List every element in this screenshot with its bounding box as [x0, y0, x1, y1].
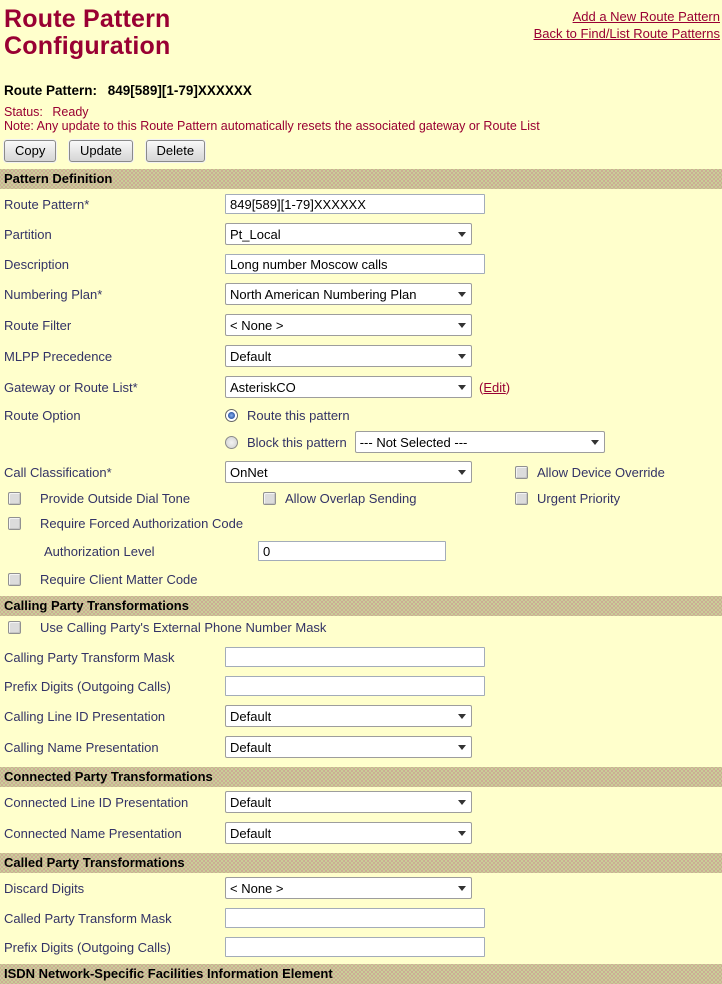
edit-paren-close: ) — [505, 379, 511, 395]
called-prefix-digits-label: Prefix Digits (Outgoing Calls) — [4, 939, 171, 955]
route-option-label: Route Option — [4, 407, 81, 423]
block-this-pattern-label: Block this pattern — [247, 434, 347, 450]
authorization-level-label: Authorization Level — [44, 543, 155, 559]
route-pattern-summary-label: Route Pattern: — [4, 83, 98, 98]
route-pattern-summary-value: 849[589][1-79]XXXXXX — [107, 83, 252, 98]
gateway-edit-wrap — [479, 380, 510, 395]
route-pattern-label: Route Pattern* — [4, 196, 90, 212]
back-to-find-list-link[interactable]: Back to Find/List Route Patterns — [533, 26, 720, 41]
section-called-party-transformations: Called Party Transformations — [0, 853, 722, 873]
dropdown-arrow-icon — [458, 745, 466, 750]
discard-digits-select[interactable] — [225, 877, 472, 899]
allow-device-override-label: Allow Device Override — [537, 464, 665, 480]
connected-name-presentation-value: Default — [230, 825, 272, 841]
connected-line-id-presentation-label: Connected Line ID Presentation — [4, 794, 189, 810]
dropdown-arrow-icon — [458, 800, 466, 805]
mlpp-precedence-select-value: Default — [230, 348, 272, 364]
route-this-pattern-radio[interactable] — [225, 409, 238, 422]
dropdown-arrow-icon — [458, 831, 466, 836]
call-classification-select[interactable] — [225, 461, 472, 483]
allow-device-override-checkbox[interactable] — [515, 466, 528, 479]
status-label: Status: — [4, 105, 43, 119]
row-calling-line-id-presentation — [4, 705, 722, 727]
pattern-definition-rows — [0, 189, 722, 587]
row-mlpp-precedence — [4, 345, 722, 367]
page-header — [0, 6, 722, 60]
block-this-pattern-radio[interactable] — [225, 436, 238, 449]
numbering-plan-select-value: North American Numbering Plan — [230, 286, 417, 302]
row-called-prefix-digits — [4, 937, 722, 957]
dropdown-arrow-icon — [458, 292, 466, 297]
calling-prefix-digits-input[interactable] — [225, 676, 485, 696]
discard-digits-label: Discard Digits — [4, 880, 85, 896]
use-external-phone-number-mask-checkbox[interactable] — [8, 621, 21, 634]
route-this-pattern-label: Route this pattern — [247, 407, 350, 423]
row-checkbox-grid — [4, 491, 722, 506]
row-calling-prefix-digits — [4, 676, 722, 696]
row-use-external-mask — [4, 620, 722, 635]
dropdown-arrow-icon — [458, 714, 466, 719]
block-reason-select-value: --- Not Selected --- — [359, 434, 468, 450]
copy-button[interactable]: Copy — [4, 140, 56, 162]
row-connected-name-presentation — [4, 822, 722, 844]
called-party-rows — [0, 873, 722, 957]
authorization-level-input[interactable] — [258, 541, 446, 561]
row-description — [4, 254, 722, 274]
dropdown-arrow-icon — [458, 385, 466, 390]
allow-overlap-sending-label: Allow Overlap Sending — [285, 491, 417, 506]
header-nav-links — [534, 6, 720, 60]
provide-outside-dial-tone-label: Provide Outside Dial Tone — [40, 491, 191, 506]
discard-digits-select-value: < None > — [230, 880, 284, 896]
connected-name-presentation-select[interactable] — [225, 822, 472, 844]
partition-select[interactable] — [225, 223, 472, 245]
row-route-filter — [4, 314, 722, 336]
calling-prefix-digits-label: Prefix Digits (Outgoing Calls) — [4, 678, 171, 694]
row-route-pattern — [4, 194, 722, 214]
numbering-plan-select[interactable] — [225, 283, 472, 305]
row-partition — [4, 223, 722, 245]
description-label: Description — [4, 256, 70, 272]
description-input[interactable] — [225, 254, 485, 274]
section-pattern-definition: Pattern Definition — [0, 169, 722, 189]
row-route-option-route — [4, 407, 722, 423]
edit-paren-open: ( — [479, 379, 484, 395]
row-calling-party-transform-mask — [4, 647, 722, 667]
provide-outside-dial-tone-checkbox[interactable] — [8, 492, 21, 505]
gateway-route-list-select-value: AsteriskCO — [230, 379, 296, 395]
calling-party-transform-mask-input[interactable] — [225, 647, 485, 667]
numbering-plan-label: Numbering Plan* — [4, 286, 103, 302]
dropdown-arrow-icon — [458, 354, 466, 359]
route-filter-select[interactable] — [225, 314, 472, 336]
toolbar — [4, 140, 722, 162]
calling-line-id-presentation-label: Calling Line ID Presentation — [4, 708, 166, 724]
allow-overlap-sending-checkbox[interactable] — [263, 492, 276, 505]
gateway-route-list-label: Gateway or Route List* — [4, 379, 138, 395]
call-classification-select-value: OnNet — [230, 464, 268, 480]
dropdown-arrow-icon — [458, 886, 466, 891]
dropdown-arrow-icon — [458, 323, 466, 328]
dropdown-arrow-icon — [458, 470, 466, 475]
route-pattern-input[interactable] — [225, 194, 485, 214]
mlpp-precedence-select[interactable] — [225, 345, 472, 367]
row-route-option-block — [4, 431, 722, 453]
section-connected-party-transformations: Connected Party Transformations — [0, 767, 722, 787]
section-calling-party-transformations: Calling Party Transformations — [0, 596, 722, 616]
section-isdn-network-specific: ISDN Network-Specific Facilities Information Element — [0, 964, 722, 984]
calling-name-presentation-value: Default — [230, 739, 272, 755]
called-party-transform-mask-input[interactable] — [225, 908, 485, 928]
calling-line-id-presentation-value: Default — [230, 708, 272, 724]
gateway-edit-link[interactable]: Edit — [483, 379, 506, 395]
row-called-party-transform-mask — [4, 908, 722, 928]
note-line: Note: Any update to this Route Pattern automatically resets the associated gateway or Route List — [4, 119, 540, 133]
row-require-cmc — [4, 572, 722, 587]
row-call-classification — [4, 461, 722, 483]
calling-name-presentation-label: Calling Name Presentation — [4, 739, 159, 755]
row-discard-digits — [4, 877, 722, 899]
use-external-phone-number-mask-label: Use Calling Party's External Phone Number Mask — [40, 620, 327, 635]
require-forced-auth-code-checkbox[interactable] — [8, 517, 21, 530]
connected-line-id-presentation-select[interactable] — [225, 791, 472, 813]
called-prefix-digits-input[interactable] — [225, 937, 485, 957]
urgent-priority-label: Urgent Priority — [537, 491, 621, 506]
gateway-route-list-select[interactable] — [225, 376, 472, 398]
row-numbering-plan — [4, 283, 722, 305]
route-pattern-summary — [4, 83, 722, 98]
update-button[interactable]: Update — [69, 140, 133, 162]
row-gateway-route-list — [4, 376, 722, 398]
require-client-matter-code-label: Require Client Matter Code — [40, 572, 198, 587]
mlpp-precedence-label: MLPP Precedence — [4, 348, 113, 364]
require-client-matter-code-checkbox[interactable] — [8, 573, 21, 586]
block-reason-select[interactable] — [355, 431, 605, 453]
dropdown-arrow-icon — [458, 232, 466, 237]
row-require-fac — [4, 516, 722, 531]
delete-button[interactable]: Delete — [146, 140, 206, 162]
called-party-transform-mask-label: Called Party Transform Mask — [4, 910, 172, 926]
calling-party-rows — [0, 616, 722, 758]
urgent-priority-checkbox[interactable] — [515, 492, 528, 505]
add-new-route-pattern-link[interactable]: Add a New Route Pattern — [572, 9, 720, 24]
connected-line-id-presentation-value: Default — [230, 794, 272, 810]
route-filter-label: Route Filter — [4, 317, 72, 333]
row-authorization-level — [4, 541, 722, 561]
calling-party-transform-mask-label: Calling Party Transform Mask — [4, 649, 175, 665]
connected-party-rows — [0, 787, 722, 844]
page-title: Route Pattern Configuration — [4, 5, 171, 60]
partition-label: Partition — [4, 226, 52, 242]
call-classification-label: Call Classification* — [4, 464, 112, 480]
calling-name-presentation-select[interactable] — [225, 736, 472, 758]
radio-dot — [228, 412, 235, 419]
status-value: Ready — [52, 105, 89, 119]
calling-line-id-presentation-select[interactable] — [225, 705, 472, 727]
status-line — [4, 105, 722, 119]
connected-name-presentation-label: Connected Name Presentation — [4, 825, 182, 841]
partition-select-value: Pt_Local — [230, 226, 281, 242]
row-connected-line-id-presentation — [4, 791, 722, 813]
row-calling-name-presentation — [4, 736, 722, 758]
dropdown-arrow-icon — [591, 440, 599, 445]
route-filter-select-value: < None > — [230, 317, 284, 333]
require-forced-auth-code-label: Require Forced Authorization Code — [40, 516, 244, 531]
